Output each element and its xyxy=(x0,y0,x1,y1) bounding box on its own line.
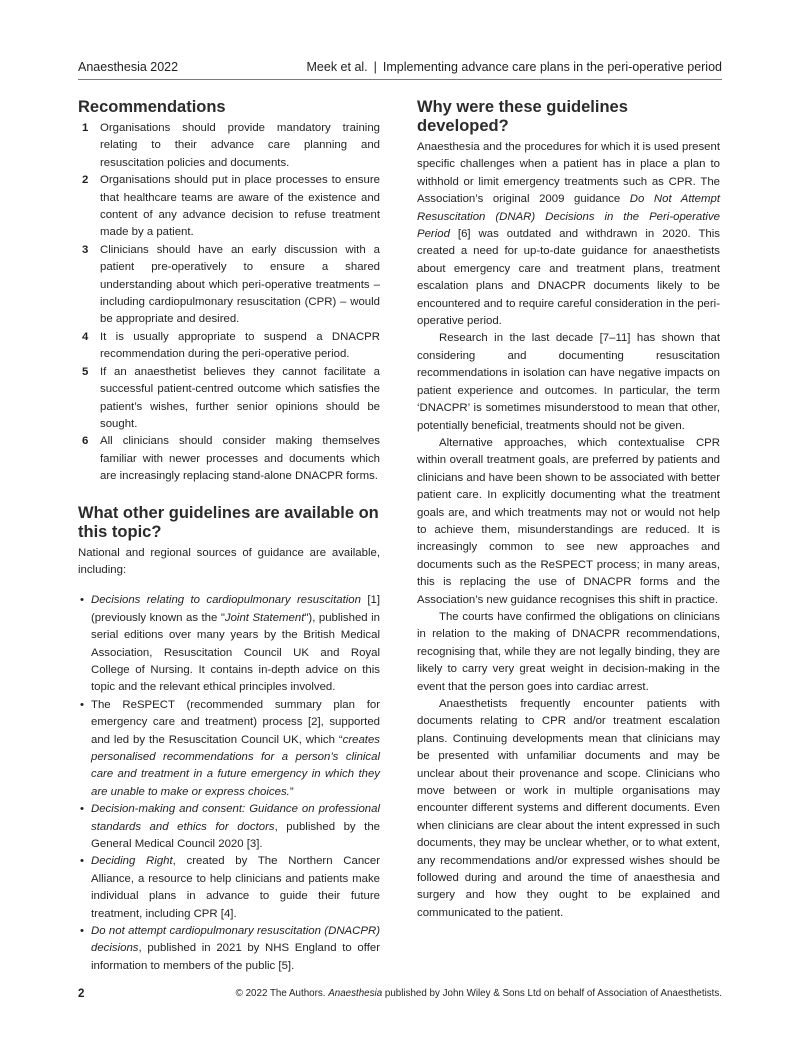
recommendation-item xyxy=(78,120,380,172)
why-paragraph-1 xyxy=(417,139,720,330)
page-footer xyxy=(78,988,722,1000)
why-paragraph-1-title: Do Not Attempt Resuscitation (DNAR) Decisions in the Peri-operative Period xyxy=(417,193,720,241)
guidance-source-title: Decision-making and consent: Guidance on professional standards and ethics for doctors xyxy=(91,803,380,833)
guidance-source-text xyxy=(91,923,380,975)
guidance-source-item xyxy=(78,853,380,923)
bullet-marker: • xyxy=(80,925,84,938)
journal-name: Anaesthesia 2022 xyxy=(78,60,179,74)
right-column xyxy=(417,98,720,922)
recommendation-number: 3 xyxy=(82,243,89,256)
recommendation-text: Clinicians should have an early discussion with a patient pre-operatively to ensure a shared understanding about which peri-operative treatments – including cardiopulmonary resuscitation (CPR) – would be appropriate and desired. xyxy=(100,243,380,326)
bullet-marker: • xyxy=(80,594,84,607)
recommendation-item xyxy=(78,242,380,329)
other-guidelines-intro: National and regional sources of guidance are available, including: xyxy=(78,546,380,576)
guidance-source-desc: , published in 2021 by NHS England to offer information to members of the public [5]. xyxy=(91,942,380,972)
guidance-source-text xyxy=(91,801,380,853)
recommendation-text: If an anaesthetist believes they cannot facilitate a successful patient-centred outcome which satisfies the patient’s wishes, further senior opinions should be sought. xyxy=(100,365,380,430)
guidance-source-italic: creates personalised recommendations for a person’s clinical care and treatment in a future emergency in which they are unable to make or express choices. xyxy=(91,733,380,798)
why-heading: Why were these guidelines developed? xyxy=(417,98,628,135)
guidance-source-title: Deciding Right xyxy=(91,855,173,868)
guidance-source-text xyxy=(91,697,380,801)
why-paragraph-3: Alternative approaches, which contextualise CPR within overall treatment goals, are preferred by patients and clinicians and have been shown to be associated with better patient care. In explicitly documenting what the treatment goals are, and which treatments may not or would not help to achieve them, misunderstandings are reduced. It is increasingly common to see new approaches and documents such as the ReSPECT process; in many areas, this is replacing the use of DNACPR forms and the Association’s new guidance recognises this shift in practice. xyxy=(417,436,720,606)
guidance-source-title: Do not attempt cardiopulmonary resuscitation (DNACPR) decisions xyxy=(91,925,380,955)
recommendation-text: Organisations should provide mandatory training relating to their advance care planning and resuscitation policies and documents. xyxy=(100,122,380,169)
bullet-marker: • xyxy=(80,855,84,868)
bullet-marker: • xyxy=(80,803,84,816)
why-paragraph-5: Anaesthetists frequently encounter patients with documents relating to CPR and/or treatment escalation plans. Continuing developments mean that clinicians may be presented with unfamiliar documents and may be unclear about their provenance and scope. Clinicians who move between or work in multiple organisations may encounter different systems and different documents. Even when clinicians are clear about the intent expressed in such documents, they may be unclear whether, or to what extent, any recommendations and/or expressed wishes should be followed during and around the time of anaesthesia and surgery and how they ought to be explained and communicated to the patient. xyxy=(417,698,720,919)
guidance-source-desc: The ReSPECT (recommended summary plan for emergency care and treatment) process [2], supported and led by the Resuscitation Council UK, which “ xyxy=(91,698,380,746)
guidance-source-item xyxy=(78,592,380,696)
copyright-end: published by John Wiley & Sons Ltd on behalf of Association of Anaesthetists. xyxy=(382,988,722,999)
recommendation-item xyxy=(78,364,380,434)
recommendation-text: Organisations should put in place processes to ensure that healthcare teams are aware of the existence and content of any advance decision to refuse treatment made by a patient. xyxy=(100,174,380,239)
copyright-journal: Anaesthesia xyxy=(328,988,383,999)
guidance-source-desc: , created by The Northern Cancer Alliance, a resource to help clinicians and patients make individual plans in advance to guide their future treatment, including CPR [4]. xyxy=(91,855,380,920)
header-authors: Meek et al. xyxy=(306,60,368,74)
guidance-source-text xyxy=(91,592,380,696)
guidance-source-desc: "), published in serial editions over many years by the British Medical Association, Resuscitation Council UK and Royal College of Nursing. It contains in-depth advice on this topic and the relevant ethical principles involved. xyxy=(91,611,380,694)
left-column xyxy=(78,98,380,975)
other-guidelines-heading: What other guidelines are available on this topic? xyxy=(78,503,379,541)
recommendation-item xyxy=(78,433,380,485)
recommendation-number: 4 xyxy=(82,330,89,343)
why-paragraph-2: Research in the last decade [7–11] has shown that considering and documenting resuscitation recommendations in isolation can have negative impacts on patient experience and outcomes. In particular, the term ‘DNACPR’ is sometimes misunderstood to mean that other, potentially beneficial, treatments should not be given. xyxy=(417,332,720,432)
guidance-source-item xyxy=(78,923,380,975)
guidance-sources-list xyxy=(78,592,380,975)
why-paragraph-1-end: [6] was outdated and withdrawn in 2020. This created a need for up-to-date guidance for anaesthetists about emergency care and treatment plans, treatment escalation plans and DNACPR documents likely to be encountered and to require careful consideration in the peri-operative period. xyxy=(417,228,720,328)
running-header xyxy=(78,60,722,80)
guidance-source-item xyxy=(78,801,380,853)
recommendations-list xyxy=(78,120,380,486)
guidance-source-item xyxy=(78,697,380,801)
why-paragraph-1-start: Anaesthesia and the procedures for which it is used present specific challenges when a patient has in place a plan to withhold or limit emergency treatments such as CPR. The Association’s original 2009 guidance xyxy=(417,141,720,206)
guidance-source-desc: ” xyxy=(289,785,294,798)
guidance-source-title: Decisions relating to cardiopulmonary resuscitation xyxy=(91,594,361,607)
copyright-start: © 2022 The Authors. xyxy=(235,988,329,999)
recommendation-number: 2 xyxy=(82,174,89,187)
guidance-source-italic: Joint Statement xyxy=(224,611,305,624)
recommendation-text: All clinicians should consider making themselves familiar with newer processes and documents which are increasingly replacing stand-alone DNACPR forms. xyxy=(100,435,380,483)
bullet-marker: • xyxy=(80,698,84,711)
guidance-source-desc: , published by the General Medical Council 2020 [3]. xyxy=(91,820,381,851)
guidance-source-text xyxy=(91,853,380,923)
recommendation-text: It is usually appropriate to suspend a DNACPR recommendation during the peri-operative period. xyxy=(100,330,380,361)
why-paragraph-4: The courts have confirmed the obligations on clinicians in relation to the making of DNACPR recommendations, recognising that, while they are not legally binding, they are likely to carry very great weight in decision-making in the event that the person goes into cardiac arrest. xyxy=(417,610,720,693)
page-number: 2 xyxy=(78,988,85,1000)
header-separator: | xyxy=(373,60,377,74)
recommendation-number: 1 xyxy=(82,122,89,134)
copyright-notice xyxy=(236,988,722,1000)
recommendation-number: 5 xyxy=(82,365,89,378)
recommendation-item xyxy=(78,329,380,364)
recommendations-heading: Recommendations xyxy=(78,98,226,116)
header-article-title: Implementing advance care plans in the peri-operative period xyxy=(382,60,722,74)
recommendation-number: 6 xyxy=(82,435,89,448)
running-title xyxy=(307,60,722,74)
recommendation-item xyxy=(78,172,380,242)
guidance-source-desc: [1] (previously known as the " xyxy=(91,594,380,624)
